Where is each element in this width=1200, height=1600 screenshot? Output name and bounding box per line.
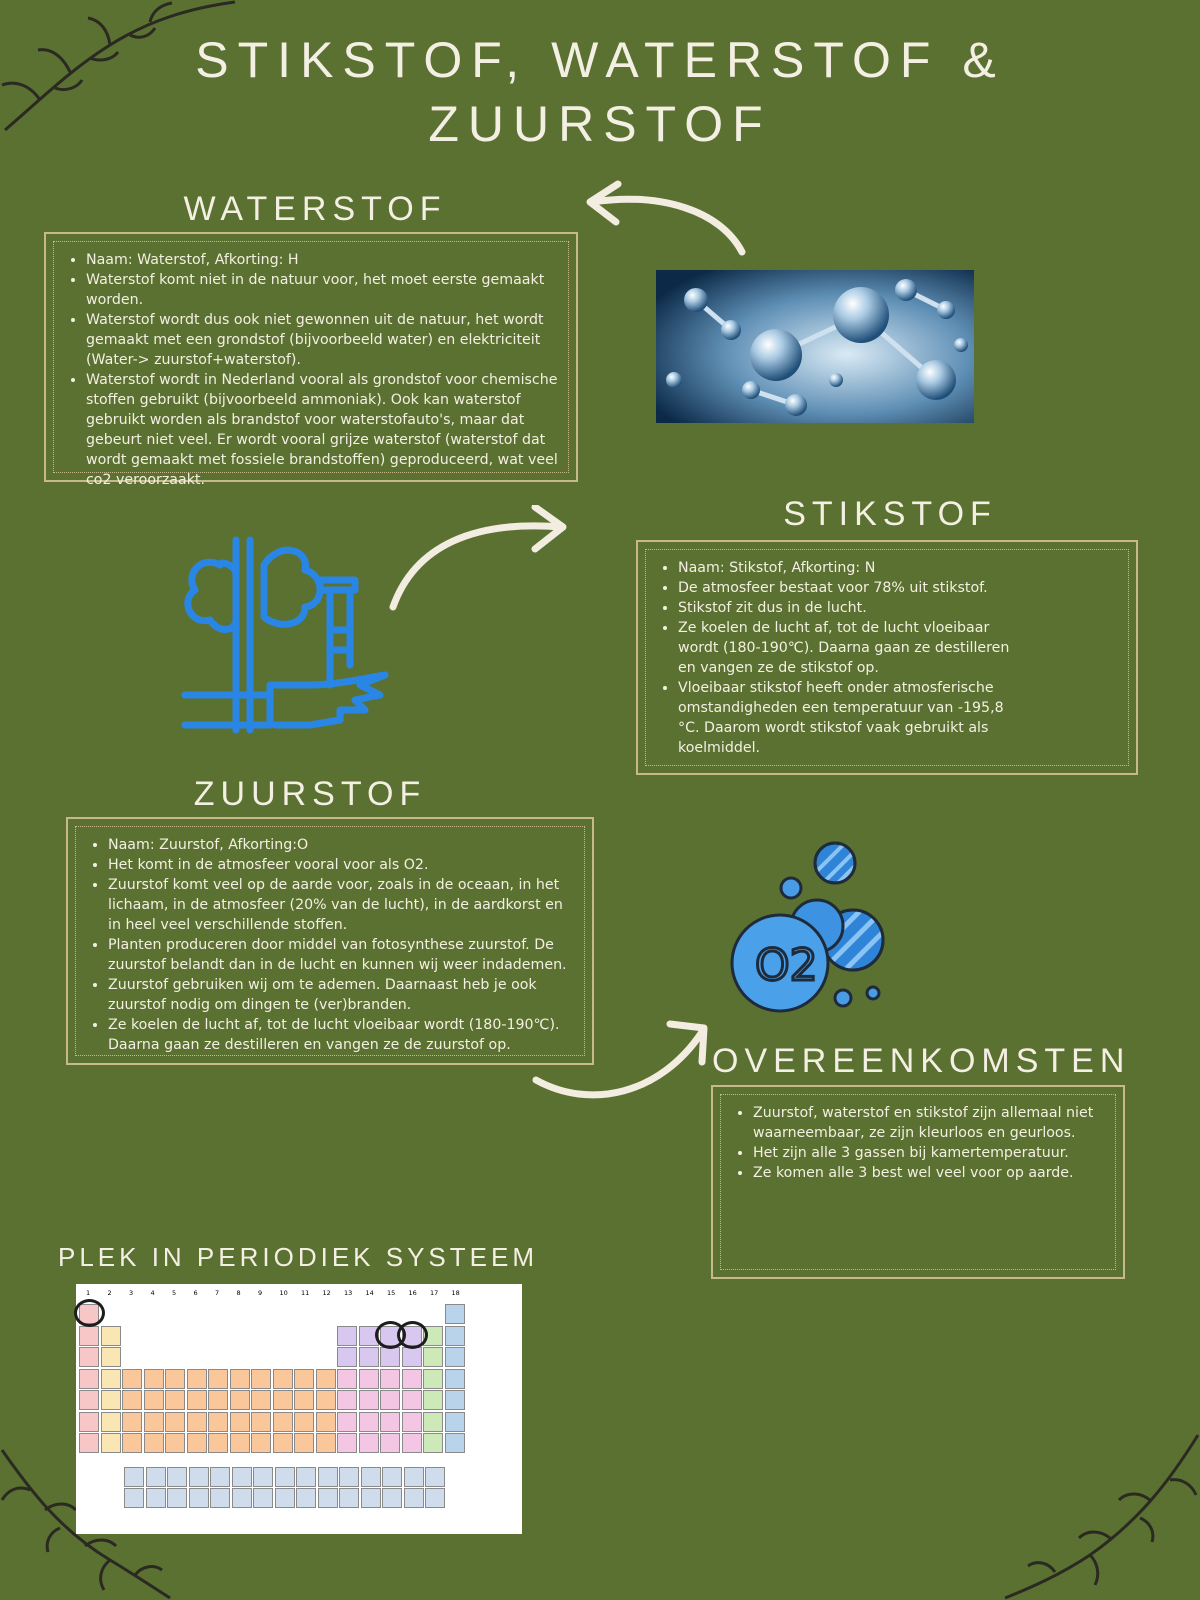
periodic-cell — [101, 1369, 121, 1389]
periodic-group-label: 2 — [107, 1289, 112, 1297]
periodic-cell — [232, 1488, 252, 1508]
periodic-cell — [337, 1433, 357, 1453]
stikstof-box — [636, 540, 1138, 775]
periodic-cell — [79, 1433, 99, 1453]
vine-decoration-bottom-right — [1000, 1430, 1200, 1600]
periodic-group-label: 3 — [129, 1289, 134, 1297]
list-item: • Zuurstof komt veel op de aarde voor, zoals in de oceaan, in het lichaam, in de atmosfeer (20% van de lucht), in de aardkorst en in heel veel verschillende stoffen. — [108, 875, 574, 935]
periodic-cell — [316, 1369, 336, 1389]
periodic-cell — [251, 1433, 271, 1453]
periodic-cell — [337, 1390, 357, 1410]
periodic-cell — [144, 1412, 164, 1432]
periodic-cell — [79, 1369, 99, 1389]
periodic-cell — [445, 1433, 465, 1453]
periodic-group-label: 11 — [301, 1289, 310, 1297]
periodic-cell — [208, 1433, 228, 1453]
periodic-group-label: 14 — [365, 1289, 374, 1297]
periodiek-heading: PLEK IN PERIODIEK SYSTEEM — [58, 1242, 538, 1272]
periodic-group-label: 7 — [215, 1289, 220, 1297]
zuurstof-list — [80, 835, 574, 1055]
periodic-cell — [251, 1412, 271, 1432]
periodic-cell — [210, 1488, 230, 1508]
list-item: • Het zijn alle 3 gassen bij kamertemperatuur. — [753, 1143, 1105, 1163]
periodic-cell — [423, 1390, 443, 1410]
periodic-cell — [359, 1433, 379, 1453]
periodic-group-label: 17 — [430, 1289, 439, 1297]
periodic-group-label: 18 — [451, 1289, 460, 1297]
waterstof-heading: WATERSTOF — [183, 190, 447, 228]
periodic-cell — [122, 1390, 142, 1410]
periodic-cell — [382, 1467, 402, 1487]
list-item: • Naam: Stikstof, Afkorting: N — [678, 558, 1028, 578]
periodic-cell — [318, 1488, 338, 1508]
periodic-cell — [253, 1467, 273, 1487]
periodic-cell — [402, 1390, 422, 1410]
periodic-cell — [273, 1390, 293, 1410]
list-item: • Naam: Zuurstof, Afkorting:O — [108, 835, 574, 855]
periodic-cell — [208, 1412, 228, 1432]
periodic-cell — [294, 1369, 314, 1389]
periodic-cell — [230, 1433, 250, 1453]
periodic-cell — [445, 1412, 465, 1432]
periodic-cell — [79, 1412, 99, 1432]
periodic-group-label: 6 — [193, 1289, 198, 1297]
periodic-cell — [253, 1488, 273, 1508]
periodic-cell — [101, 1433, 121, 1453]
periodic-cell — [122, 1369, 142, 1389]
list-item: • Naam: Waterstof, Afkorting: H — [86, 250, 558, 270]
periodic-cell — [318, 1467, 338, 1487]
periodic-cell — [337, 1369, 357, 1389]
periodic-cell — [101, 1390, 121, 1410]
overeenkomsten-list — [725, 1103, 1105, 1183]
list-item: • Waterstof wordt dus ook niet gewonnen uit de natuur, het wordt gemaakt met een grondstof (bijvoorbeeld water) en elektriciteit (Water-> zuurstof+waterstof). — [86, 310, 558, 370]
periodic-cell — [402, 1433, 422, 1453]
periodic-group-label: 12 — [322, 1289, 331, 1297]
periodic-cell — [402, 1347, 422, 1367]
periodic-cell — [165, 1390, 185, 1410]
periodic-cell — [423, 1369, 443, 1389]
periodic-cell — [445, 1326, 465, 1346]
list-item: • Zuurstof gebruiken wij om te ademen. Daarnaast heb je ook zuurstof nodig om dingen te (ver)branden. — [108, 975, 574, 1015]
periodic-cell — [316, 1433, 336, 1453]
arrow-curved-up-right — [530, 1010, 720, 1110]
periodic-cell — [423, 1347, 443, 1367]
periodic-cell — [294, 1412, 314, 1432]
periodic-cell — [101, 1326, 121, 1346]
zuurstof-heading: ZUURSTOF — [193, 775, 427, 813]
periodic-cell — [445, 1390, 465, 1410]
periodic-cell — [165, 1369, 185, 1389]
periodic-group-label: 16 — [408, 1289, 417, 1297]
periodic-cell — [230, 1369, 250, 1389]
periodic-cell — [189, 1467, 209, 1487]
list-item: • Planten produceren door middel van fotosynthese zuurstof. De zuurstof belandt dan in de lucht en kunnen wij weer indademen. — [108, 935, 574, 975]
overeenkomsten-box — [711, 1085, 1125, 1279]
periodic-group-label: 15 — [387, 1289, 396, 1297]
periodic-group-label: 10 — [279, 1289, 288, 1297]
periodic-cell — [337, 1347, 357, 1367]
periodic-cell — [359, 1390, 379, 1410]
periodic-cell — [251, 1390, 271, 1410]
periodic-cell — [380, 1412, 400, 1432]
periodic-cell — [337, 1412, 357, 1432]
periodic-cell — [380, 1347, 400, 1367]
periodic-cell — [382, 1488, 402, 1508]
periodic-cell — [124, 1488, 144, 1508]
periodic-cell — [146, 1467, 166, 1487]
periodic-cell — [187, 1433, 207, 1453]
periodic-cell — [445, 1304, 465, 1324]
periodic-cell — [187, 1369, 207, 1389]
o2-label: O2 — [755, 940, 818, 991]
periodic-cell — [167, 1488, 187, 1508]
periodic-cell — [273, 1369, 293, 1389]
periodic-group-label: 4 — [150, 1289, 155, 1297]
list-item: • Zuurstof, waterstof en stikstof zijn allemaal niet waarneembaar, ze zijn kleurloos en geurloos. — [753, 1103, 1105, 1143]
periodic-cell — [122, 1412, 142, 1432]
periodic-cell — [273, 1433, 293, 1453]
periodic-table-image — [76, 1284, 522, 1534]
periodic-cell — [404, 1488, 424, 1508]
page-title-line-1: STIKSTOF, WATERSTOF & — [195, 32, 1005, 88]
periodic-cell — [423, 1412, 443, 1432]
periodic-cell — [423, 1433, 443, 1453]
nature-hand-tube-icon — [180, 535, 395, 740]
molecules-image — [656, 270, 974, 423]
periodic-cell — [144, 1369, 164, 1389]
periodic-cell — [425, 1488, 445, 1508]
list-item: • Stikstof zit dus in de lucht. — [678, 598, 1028, 618]
periodic-cell — [380, 1369, 400, 1389]
periodic-group-label: 8 — [236, 1289, 241, 1297]
periodic-cell — [144, 1433, 164, 1453]
stikstof-list — [650, 558, 1118, 758]
periodic-cell — [339, 1488, 359, 1508]
periodic-cell — [445, 1347, 465, 1367]
page-title-line-2: ZUURSTOF — [428, 96, 772, 152]
stikstof-heading: STIKSTOF — [783, 495, 997, 533]
list-item: • Ze koelen de lucht af, tot de lucht vloeibaar wordt (180-190℃). Daarna gaan ze destilleren en vangen ze de stikstof op. — [678, 618, 1028, 678]
periodic-cell — [275, 1488, 295, 1508]
periodic-cell — [189, 1488, 209, 1508]
periodic-group-label: 13 — [344, 1289, 353, 1297]
list-item: • Waterstof komt niet in de natuur voor, het moet eerste gemaakt worden. — [86, 270, 558, 310]
periodic-cell — [187, 1412, 207, 1432]
periodic-cell — [124, 1467, 144, 1487]
oxygen-bubbles-icon — [725, 838, 895, 1018]
periodic-cell — [316, 1412, 336, 1432]
periodic-cell — [359, 1412, 379, 1432]
periodic-cell — [380, 1390, 400, 1410]
periodic-cell — [296, 1488, 316, 1508]
periodic-cell — [187, 1390, 207, 1410]
list-item: • Ze komen alle 3 best wel veel voor op aarde. — [753, 1163, 1105, 1183]
overeenkomsten-heading: OVEREENKOMSTEN — [712, 1042, 1131, 1080]
periodic-cell — [210, 1467, 230, 1487]
periodic-cell — [79, 1390, 99, 1410]
periodic-cell — [230, 1412, 250, 1432]
periodic-cell — [167, 1467, 187, 1487]
list-item: • De atmosfeer bestaat voor 78% uit stikstof. — [678, 578, 1028, 598]
waterstof-list — [58, 250, 558, 490]
periodic-cell — [402, 1412, 422, 1432]
periodic-cell — [165, 1412, 185, 1432]
periodic-cell — [359, 1369, 379, 1389]
periodic-cell — [445, 1369, 465, 1389]
periodic-cell — [425, 1467, 445, 1487]
periodic-cell — [275, 1467, 295, 1487]
list-item: • Vloeibaar stikstof heeft onder atmosferische omstandigheden een temperatuur van -195,8 °C. Daarom wordt stikstof vaak gebruikt als koelmiddel. — [678, 678, 1028, 758]
highlight-ring — [74, 1299, 105, 1327]
periodic-cell — [165, 1433, 185, 1453]
periodic-cell — [359, 1347, 379, 1367]
periodic-group-label: 1 — [86, 1289, 91, 1297]
periodic-cell — [79, 1326, 99, 1346]
zuurstof-box — [66, 817, 594, 1065]
periodic-cell — [294, 1390, 314, 1410]
periodic-cell — [208, 1369, 228, 1389]
periodic-cell — [402, 1369, 422, 1389]
periodic-cell — [101, 1412, 121, 1432]
waterstof-box — [44, 232, 578, 488]
periodic-cell — [144, 1390, 164, 1410]
periodic-cell — [296, 1467, 316, 1487]
periodic-cell — [273, 1412, 293, 1432]
periodic-cell — [380, 1433, 400, 1453]
periodic-cell — [122, 1433, 142, 1453]
list-item: • Waterstof wordt in Nederland vooral als grondstof voor chemische stoffen gebruikt (bijvoorbeeld ammoniak). Ook kan waterstof gebruikt worden als brandstof voor waterstofauto's, maar dat gebeurt niet veel. Er wordt vooral grijze waterstof (waterstof dat wordt gemaakt met fossiele brandstoffen) geproduceerd, wat veel co2 veroorzaakt. — [86, 370, 558, 490]
periodic-cell — [361, 1488, 381, 1508]
periodic-group-label: 5 — [172, 1289, 177, 1297]
periodic-cell — [337, 1326, 357, 1346]
periodic-cell — [251, 1369, 271, 1389]
periodic-cell — [230, 1390, 250, 1410]
periodic-cell — [404, 1467, 424, 1487]
list-item: • Ze koelen de lucht af, tot de lucht vloeibaar wordt (180-190℃). Daarna gaan ze destilleren en vangen ze de zuurstof op. — [108, 1015, 574, 1055]
periodic-cell — [146, 1488, 166, 1508]
periodic-cell — [361, 1467, 381, 1487]
highlight-ring — [397, 1321, 428, 1349]
periodic-cell — [339, 1467, 359, 1487]
periodic-cell — [294, 1433, 314, 1453]
periodic-cell — [101, 1347, 121, 1367]
periodic-cell — [79, 1347, 99, 1367]
list-item: • Het komt in de atmosfeer vooral voor als O2. — [108, 855, 574, 875]
periodic-cell — [232, 1467, 252, 1487]
periodic-group-label: 9 — [258, 1289, 263, 1297]
periodic-cell — [208, 1390, 228, 1410]
arrow-curved-right — [385, 505, 575, 615]
periodic-cell — [316, 1390, 336, 1410]
page-title — [0, 28, 1200, 156]
arrow-curved-left — [580, 180, 750, 260]
